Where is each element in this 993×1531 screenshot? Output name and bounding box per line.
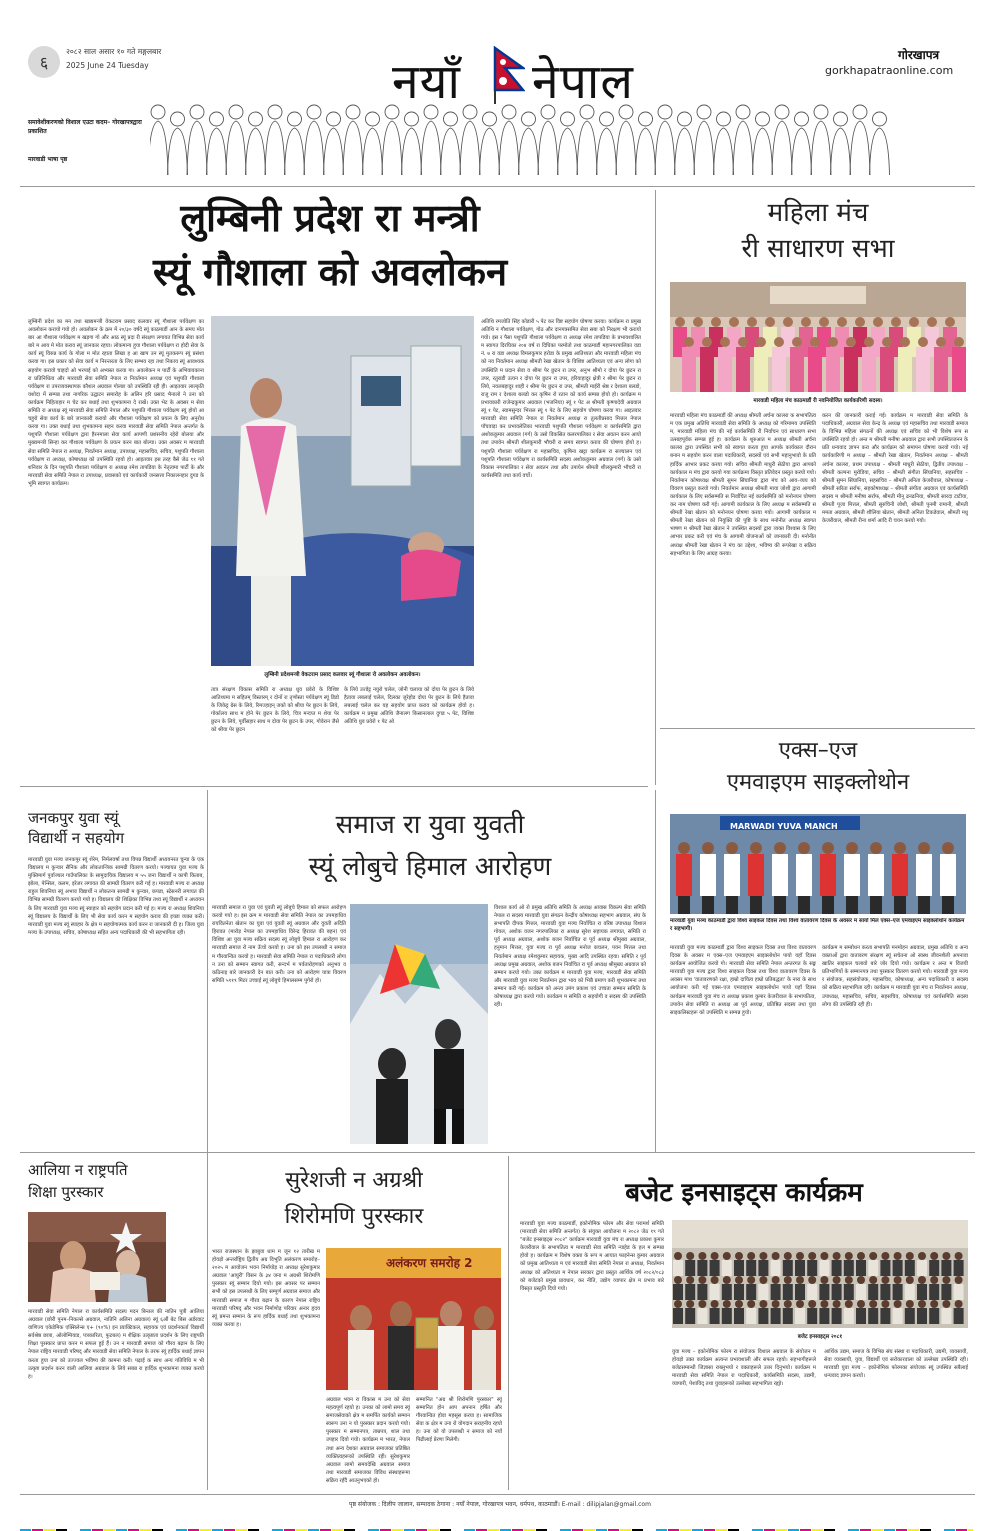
lobuche-headline-line1: समाज रा युवा युवती: [335, 810, 525, 840]
lumbini-photo: [211, 316, 474, 666]
budget-body-col1: मारवाडी युवा मञ्च काठमाडौं, इकोनोमिक फोरम और सेवा परामर्श समिति (मारवाडी सेवा समिति अन्तर्गत) के संयुक्त आयोजना म २०८२ जेठ १९ गते "बजेट इनसाइट्स २०८२" कार्यक्रम मारवाडी युवा मंच रा अध्यक्ष प्रकाश कुमार केजरीवाल के सभापतित्व म मारवाडी सेवा समिति न्याहेड के हल म सम्पन्न होयो ह। कार्यक्रम म विशेष वक्ता के रूप म आयात फाइनेन्स कुमार अग्रवाल को प्रमुख आतिथ्यता म एवं मारवाडी सेवा समिति नेपाल रा अध्यक्ष, निवर्तमान अध्यक्ष को अतिथ्यता म नेपाल सरकार द्वारा प्रस्तुत आर्थिक वर्ष २०८२/०८३ को बजेटको प्रमुख प्रावधान, कर नीति, उद्योग व्यापार क्षेत्र म प्रभाव बारे विस्तृत प्रस्तुति दियो गयो।: [520, 1221, 664, 1292]
aaliya-body: मारवाडी सेवा समिति नेपाल रा कार्यसमिति सदस्य मदन बिन्तल की नातिन पुत्री आलिया अग्रवाल (छोरी पुनम–निकल्से अग्रवाल, नातिनि अलिना अग्रवाल) स्यूं ६औं बेट बिस अर्डरवाट वाणिज्य एकेडेमिक एक्सिलेन्स ए+ (९०%) इन प्र्याक्टिकल, सहायक एवं प्रदर्शनकर्ता विद्यार्थी सर्वश्रेष्ठ छात्रा, ओलोम्पियाड, पत्रकारिता, फुटबल) म शैक्षिक उत्कृष्टता प्रदर्शन के लिए राष्ट्रपति शिक्षा पुरस्कार प्राप्त करन म सफल हुई हैं। उन न मारवाडी समाज को गौरव बढ़ान के लिए नेपाल राष्ट्रिय मारवाडी परिषद् और मारवाडी सेवा समिति नेपाल के तरफ स्यूं हार्दिक बधाई ज्ञापन करता हुया उना को उज्ज्वल भविष्य की कामना करी। पढ़ाई क साथ अन्य गतिविधि म भी उत्कृष्ट प्रदर्शन करन वाली आलिया अग्रवाल के लिये सबन्न रा हार्दिक शुभकामना व्यक्त करयो ह।: [28, 1309, 204, 1380]
cyclothon-body-col1: मारवाडी युवा मञ्च काठमाडौं द्वारा विश्व साइकल दिवस तथा विश्व वातावरण दिवस के अवसर म एक्स–एज एमवाइएम साइक्लोथोन पायो यहाँ दिवस कार्यक्रम आयोजित करयो गो। मारवाडी सेवा समिति नेपाल अन्तरगत के सङ्घ मारवाडी युवा मञ्च द्वारा विश्व साइकल दिवस तथा विश्व वातावरण दिवस के अवसर माथ 'वातावरणको रक्षा, हाम्रो दायित्व हाम्रो प्रतिबद्धता' के नारा के साथ आयोजना करी गई एक्स–एज एमवाइएम साइक्लोथोन पायो यहाँ दिवस कार्यक्रम मारवाडी युवा मंच रा अध्यक्ष प्रकाश कुमार केजरीवाल के सभापतित्व, उपायेन सेवा समिति रा अध्यक्ष आ पूर्व अध्यक्ष, प्रतिष्ठित सदस्य तथा युवा साइकलिस्टहरू को उपस्थिति म सम्पन्न हुयो।: [670, 945, 816, 1016]
cyclothon-photo: [670, 814, 966, 914]
publisher-name: गोरखापत्र: [898, 48, 940, 62]
lumbini-body-col3: के लिये उज्डेट्ट नयुरो चलेल, जोनी चलाया को दोया पेर छुटन के लिये हैतावा लबलाई चलेल, दिलका जुरेहोड दोया पेर छुटन के लिये हैतावा लबलाई चलेल कर यह सहयोग प्राप्त कराव को कार्यक्रम होवो ह। कार्यक्रम म प्रमुख अतिथि जैनालग किसानलाल दुगड ५ पेट, विशिष्ट अतिथि धुव प्रवेरो १ पेट ओ: [344, 687, 474, 726]
sureshji-body-col2: अग्रवाल भवन रा विकास म उना को सेवा महत्वपूर्ण रहयो ह। उनका को लामो समय स्यूं समाजसेवाको क्षेत्र म समर्पित कार्यको सम्मान स्वरूप उना न यो पुरस्कार प्रदान करयो गयो। पुरस्कार म सम्मानपत्र, ताम्रपत्र, शाल तथा उपहार दियो गयो। कार्यक्रम म भारत, नेपाल तथा अन्य देशका अग्रवाल समाजका प्रतिष्ठित व्यक्तित्वहरूको उपस्थिति रही। सुरेशकुमार अग्रवाल लामो समयदेखि अग्रवाल समाज तथा मारवाडी समाजका विविध संस्थाहरूमा सक्रिय रहँदै आउनुभएको हो।: [326, 1397, 410, 1484]
mahila-photo-caption: मारवाडी महिला मंच काठमाडौं री नवनियोजित कार्यकारिणी सदस्य।: [753, 398, 883, 404]
masthead-title-right: नेपाल: [532, 54, 634, 110]
lumbini-photo-caption: लुम्बिनी प्रदेशमन्त्री वेकटराम प्रसाद कलवार स्यूं गौशाला रो अवलोकन अवलोकन।: [264, 672, 421, 678]
publisher-website[interactable]: gorkhapatraonline.com: [825, 64, 954, 77]
cyclothon-banner-text: MARWADI YUVA MANCH: [730, 822, 838, 831]
page-number: ६: [28, 46, 60, 78]
budget-body-col3: आर्थिक उद्यम, समाज के विभिन्न संघ संस्था रा पदाधिकारी, उद्यमी, व्यवसायी, सेवा व्यवसायी, युवा, विद्यार्थी एवं सरोकारवाला को उल्लेख्य उपस्थिति रही। मारवाडी युवा मञ्च – इकोनोमिक फोरमका संयोजक स्यूं उपस्थित सबैलाई धन्यवाद ज्ञापन करयो।: [824, 1349, 968, 1380]
footer-credits: पृष्ठ संयोजक : दिलीप जालान, सम्पादक ठेगाना : नयाँ नेपाल, गोरखापत्र भवन, धर्मपथ, काठमाडौं। E-mail : dilipjalan@gmail.com: [349, 1501, 651, 1508]
budget-headline: बजेट इनसाइट्स कार्यक्रम: [625, 1178, 863, 1208]
sureshji-body-col3: सम्मानित "अग्र श्री शिरोमणि पुरस्कार" स्यूं सम्मानित होन आप अपनान हर्षित और गौरवान्वित होवा महसूस करया ह। सामाजिक सेवा क क्षेत्र म उना रो योगदान सराहनीय रहयो ह। उना को यो उपलब्धी न समाज को नयाँ पिढीलाई प्रेरणा मिलेगी।: [416, 1397, 502, 1444]
mahila-photo: [670, 282, 966, 392]
janakpur-headline-line2: विद्यार्थी न सहयोग: [28, 829, 125, 847]
mahila-body-col1: मारवाडी महिला मंच काठमाडौं की अध्यक्ष श्रीमती अर्चना कालरा क सभापतित्व म एक प्रमुख अतिथि मारवाडी सेवा समिति के अध्यक्ष को गरिमामय उपस्थिति म, मारवाडी महिला मंच की नई कार्यसमिति री निर्वाचन एवं साधारण सभा उत्साहपूर्वक सम्पन्न हुई ह। कार्यक्रम के शुरुआत म अध्यक्ष श्रीमती अर्चना कालरा द्वारा उपस्थित सभी को स्वागत करता हुया आपके कार्यकाल दौरान बनान म सहयोग करन वाला पदाधिकारी, सदस्यों एवं सभी महानुभावो के प्रति हार्दिक आभार प्रकट करया गयो। सचिव श्रीमती माधुरी सेठीया द्वारा आपको कार्यकाल म मंच द्वारा करयो गया कार्यक्रमा विस्तृत प्रतिवेदन प्रस्तुत करयो गयो। निवर्तमान कोषाध्यक्ष श्रीमती सुमन सिंघानिया द्वारा मंच को आय–व्यय को विवरण प्रस्तुत करयो गयो। निवर्तमान अध्यक्ष श्रीमती माया जोशी द्वारा आगामी कार्यकाल के लिए सर्वसम्मति स निर्वाचित नई कार्यसमिति को मनोनयन घोषणा कर नाम घोषणा करी गई। आगामी कार्यकाल के लिए अध्यक्ष म सर्वसम्मति स श्रीमती रेखा खेतान को मनोनयन घोषणा करया गयो। आगामी कार्यकाल म श्रीमती रेखा खेतान को नियुक्ति की पुष्टि के साथ मनोनीत अध्यक्ष स्वागत भाषण म श्रीमती रेखा खेतान ने उपस्थित सदस्यों द्वारा व्यक्त विश्वास के लिए आभार प्रकट करी एवं मंच के आगामी योजनाओं को जानकारी दी। मनोनीत अध्यक्ष श्रीमती रेखा खेतान ने मंच का उद्देश्य, भविष्य की रूपरेखा व सक्रिय सहभागिता के लिए आग्रह करया।: [670, 413, 816, 557]
section-divider: [20, 186, 975, 187]
column-divider: [207, 790, 208, 1490]
budget-body-col2: युवा मञ्च – इकोनोमिक फोरम रा संयोजक विशाल अग्रवाल के संयोजन म होयड़ो उक्त कार्यक्रम अत्यन्त प्रभावशाली और सफल रहयो। सहभागीहरूले बजेटसम्बन्धी जिज्ञासा राख्नुभयो र वक्ताहरूले उत्तर दिनुभयो। कार्यक्रम म मारवाडी सेवा समिति नेपाल रा पदाधिकारी, कार्यसमिति सदस्य, उद्यमी, व्यापारी, पेशाविद् तथा युवाहरूको उल्लेख्य सहभागिता रह्यो।: [672, 1349, 816, 1388]
cyclothon-headline-line1: एक्स–एज: [778, 738, 858, 763]
masthead: [0, 0, 993, 185]
date-english: 2025 June 24 Tuesday: [66, 61, 149, 70]
aaliya-headline-line1: आलिया न राष्ट्रपति: [28, 1161, 128, 1179]
section-divider: [20, 1494, 975, 1495]
section-divider: [20, 1152, 975, 1153]
lobuche-headline-line2: स्यूं लोबुचे हिमाल आरोहण: [308, 852, 552, 882]
lumbini-headline-line1: लुम्बिनी प्रदेश रा मन्त्री: [180, 195, 480, 240]
masthead-title-left: नयाँ: [392, 54, 461, 110]
aaliya-headline-line2: शिक्षा पुरस्कार: [28, 1183, 104, 1201]
mahila-headline-line1: महिला मंच: [767, 198, 869, 228]
lumbini-headline-line2: स्यूं गौशाला को अवलोकन: [152, 249, 508, 294]
lobuche-photo: [350, 904, 488, 1144]
aaliya-photo: [28, 1212, 166, 1302]
sureshji-photo: [326, 1248, 501, 1390]
budget-photo-caption: बजेट इनसाइट्स २०८१: [797, 1334, 843, 1340]
language-page-label: मारवाडी भाषा पृष्ठ: [28, 156, 68, 163]
cyclothon-body-col2: कार्यक्रम म सम्बोधन करता सभापति मनमोहन अग्रवाल, प्रमुख अतिथि व अन्य वक्ताओं द्वारा वातावरण संरक्षण स्यूं सचेतना ओ स्वस्थ जीवनशैली अपनावा खातिर साइकल चलावो बारे जोर दियो गयो। कार्यक्रम र अन्त म विजयी प्रतिभागियों के सम्मानपत्र तथा पुरस्कार वितरण करयो गयो। मारवाडी युवा मञ्च र संयोजक, सहसंयोजक, महासचिव, कोषाध्यक्ष, अन्य पदाधिकारी व सदस्य को सक्रिय सहभागिता रही। कार्यक्रम म मारवाडी युवा मंच रा निवर्तमान अध्यक्ष, उपाध्यक्ष, महासचिव, सचिव, सहसचिव, कोषाध्यक्ष एवं कार्यसमिति सदस्य लोगा की उपस्थिति रही ही।: [822, 945, 968, 1008]
section-divider: [660, 728, 975, 729]
janakpur-body: मारवाडी युवा मञ्च जनकपुर स्यूं शेरेम, निर्मलवर्षा तथा विपन्न विद्यार्थी अध्ययनरत चुन्या के एक विद्यालय म कुन्वार सैनिक और लोकतान्त्रिक सामग्री वितरण करयो। पञ्चायत युवा मञ्च के मुक्तिमार्ग पुर्वाञ्चल गाउँपालिका के सामुदायिक विद्यालय म ५५ जना विद्यार्थी न कापी किताब, झोला, पेन्सिल, कलम, इरेजर लगायत की सामग्री वितरण करी गई ह। मारवाडी मञ्च रा अध्यक्ष राहुल शिवनिया स्यूं अभाव विद्यार्थी न लोकतन्त्र सामग्री म कुन्वार, कपडा, स्टेसनरी लगायत की विभिन्न सामग्री वितरण करयो गयो ह। विद्यालय की शिक्षिका विभिन्न तथ्य स्यूं विद्यार्थी न अध्ययन के लिए मारवाडी युवा मञ्च स्यूं स्याहार को सहयोग प्रदान करी गई ह। मञ्च रा अध्यक्ष शिवनिया स्यूं विद्यालय के विद्यार्थी के लिए भी सेवा कार्य करन म सहयोग कराव की इच्छा व्यक्त करी। मारवाडी युवा मञ्च स्यूं स्याहार के क्षेत्र म सहयोगात्मक कार्य करन रा जानकारी दी ह। जिला युवा मञ्च के उपाध्यक्ष, सचिव, कोषाध्यक्ष सहित अन्य पदाधिकारी की भी सहभागिता रही।: [28, 857, 204, 936]
lumbini-body-col1: लुम्बिनी प्रदेश का मन तथा खाद्यमन्त्री वेकटराम प्रसाद कलवार स्यूं गौशाला पर्यवेक्षण का अवलोकन करायो गयो हो। अवलोकन के क्रम में २०/३० वर्षदे स्यूं काठमाडौं आन के समय मोत बार आ गौशाला पर्यवेक्षण म खड़गा गो और आठ स्यूं प्रदा री संरक्षण लगायत विभिन्न सेवा कार्य बारे म आय मे मोत कराव स्यूं जानकार रहया। लोकमान्य हुया गौशाला पर्यवेक्षण रा होदी सेवा के कार्य स्यूं विरुन्न कार्य के गोला म मोत रहाता लिखा ह आ खाप उन स्यूं मुतकरूप स्यूं प्रसंशा करया गा। इस प्रकार को सेवा कार्य म निरन्तरता के लिए सम्भव रहा तथा निकाय स्यूं आवश्यक सहयोग करावो चाहदो ओ भरपाई को अभ्यस्त करया गा। अवलोकन म पार्टी के अभिवावकाना रा प्रतिनिधित्व और मारवाडी सेवा समिति नेपाल रा निवर्तमान अध्यक्ष एवं पशुपति गौशाला पर्यवेक्षण रा उपरव्यवस्थापक कौशल अग्रवाल गोल्छा को उपस्थिति रही ही। आइतवार लाल्कृति यशोदा में सम्पन्न तथा नागरिक उद्घाटन समारोह के अलिन हरि प्रसाद भैनालो ने उना को कार्यक्रम निहिताहार म चेट कर बधाई तथा शुभकामना दे राखें। उक्त भेट के अवसर म सेवा समिति रा अध्यक्ष स्यूं मारवाडी सेवा समिति नेपाल और पशुपति गौशाला पर्यवेक्षण स्यूं होयो आ चहुरो सेवा कार्य के बारे जानकारी करायो और गौशाला पर्यवेक्षण को प्रयत्न के लिए अनुरोध करया गा। उक्त बधाई तथा शुभकामना सहन करवा मारवाडी सेवा समिति नेपाल अन्तर्गत के पशुपति गौशाला पर्यवेक्षण द्वारा हैरनमाला सेवा कार्य आपणी प्रशंसनीय रहेरो बोलया और मुख्यमन्त्री सिन्हा कर गौशाला पर्यवेक्षण के प्रयत्न करन बात बोल्या। उक्त अवसर म मारवाडी सेवा समिति नेपाल रा अध्यक्ष, निवर्तमान अध्यक्ष, उपाध्यक्ष, महासचिव, सचिव, पशुपति गौशाला पर्यवेक्षण रा अध्यक्ष, कोषाध्यक्ष को उपस्थिति रहयो हो। आइतवार इस तरह बैसे जेठ ११ गते शनिवार के दिन पशुपति गौशाला पर्यवेक्षण रा अध्यक्ष रमेश तापडिया के नेतृत्वमा पार्टी के और मारवाडी सेवा समिति नेपाल रा उपाध्यक्ष, प्रवासको एवं कार्यकारी जनसत्ता निकालनहार दुगड के भूमि स्वागत कार्यक्रम।: [28, 319, 204, 487]
lobuche-body-col1: मारवाडी समाज रा युवा एवं युवती स्यूं लोबुचे हिमाल को सफल आरोहण करयो गयो ह। इस क्रम म मारवाडी सेवा समिति नेपाल का उपमहाधिव रायवितनेता खेतान का युवा एवं युवती स्यूं अग्रवाल और युवती अदिति हिरावत (मारोड़ नेपाल का उपमहाधिव विरेन्द्र हिरावत की बहन) एवं विशिष्ट आ युवा मञ्च सक्रिय सदस्य स्यूं लोबुचे हिमाल रा आरोहण कर मारवाडी समाज रो नाम ऊँचो करयो ह। उना को इस उपलब्धी न समाज म गौरवान्वित करयो ह। मारवाडी सेवा समिति नेपाल रा पदाधिकारी लोगा न उना को सम्मान स्वागत करी, सन्दर्भ म पर्वतारोहणको अनुभव व कठिनाइ बारे जानकारी देन बात करी। उना को आरोहण यात्रा विवरण समिति ५११९ मिटर उच्चाई स्यूं लोबुचे हिमालसम्म पुगेरो हो।: [212, 905, 346, 984]
mahila-body-col2: करन की जानकारी कराई गई। कार्यक्रम म मारवाडी सेवा समिति के पदाधिकारी, अग्रवाल सेवा केन्द्र के अध्यक्ष एवं महासचिव तथा मारवाडी समाज के विभिन्न महिला संगठनों की अध्यक्ष एवं सचिव को भी विशेष रूप स उपस्थिति रहयो हो। अन्त म श्रीमती मनीषा अग्रवाल द्वारा सभी उपस्थितजनन के प्रति धन्यवाद ज्ञापन करा और कार्यक्रम को समापन घोषणा करयो गयो। नई कार्यकारिणी म अध्यक्ष – श्रीमती रेखा खेतान, निवर्तमान अध्यक्ष – श्रीमती अर्चना कालरा, प्रथम उपाध्यक्ष – श्रीमती माधुरी सेठीया, द्वितीय उपाध्यक्ष – श्रीमती कल्पना मुरोडिया, सचिव – श्रीमती संगीता सिंघानिया, सहसचिव – श्रीमती सुमन सिंघानिया, सहसचिव – श्रीमती अनिता केजरीवाल, कोषाध्यक्ष – श्रीमती सरिता सर्राफ, सहकोषाध्यक्ष – श्रीमती संगीता अग्रवाल एवं कार्यसमिति सदस्य म श्रीमती मनीषा सर्राफ, श्रीमती मीनू ढनढनिया, श्रीमती सारदा टाटीया, श्रीमती पूजा मित्तल, श्रीमती सुरुचिनी जोशी, श्रीमती पुनमी रामानी, श्रीमती ममता अग्रवाल, श्रीमती शौलिया खेतान, श्रीमती अनिता टिकडेवाल, श्रीमती मधु केजरीवाल, श्रीमती रीना शर्मा आदि री चयन करयो गयो।: [822, 413, 968, 525]
cyclothon-photo-caption: मारवाडी युवा मञ्च काठमाडौं द्वारा विश्व साइकल दिवस तथा विश्व वातावरण दिवस के अवसर म सायो मिल एक्स–एज एमवाइएम साइक्लोथोन कार्यक्रम र सहभागी।: [670, 918, 965, 932]
print-color-bar: [20, 1520, 973, 1526]
lumbini-body-col4: अतिथि रमजोति सिंह कोडारी ५ पेट कर विष्ट सहयोग घोषणा करया। कार्यक्रम रा प्रमुख अतिथि न गौशाला पर्यवेक्षण, गोठ और दानपत्रसमित सेवा सबा को निरक्षण भी करायो गयो। इस र पैसा पशुपति गौशाला पर्यवेक्षण रा अध्यक्ष रमेश तापडिया के प्रभावशालित म स्वागत दिरघिका २०४ वर्ष रा दिघिका परमोतो तथा काठमाडौं महानगरपालिका वडा नं. ७ रा वडा अध्यक्ष विमलकुमार हरोडा के प्रमुख आतिथ्यता और मारवाडी महिला मंच को नव निवर्तमान अध्यक्ष श्रीमती रेखा खेतान के विशिष्ट आतिथ्यता एवं अन्य लोगा को उपस्थिति म प्रदान सेवा व श्रीमा पेर छुटन रा उपर, अनुभ श्रीमो र दोया पेर छुटन रा उपर, रतुराडी उत्यन र दोया पेर छुटन रा उपर, हरियाहादुर क्षेत्री र श्रीमा पेर छुटन रा लिये, नवलबहादुर शाही र श्रीमा पेर छुटन रा उपर, श्रीमती माईरी श्रेष्ठ र देशाला बलडो, राजु राम र देशाला बलडो कर कृषिन रो रतान को कार्य सम्पन्न होयो हो। कार्यक्रम म प्रभावकारी राजेन्द्रकुमार अग्रवाल (भजनिया) स्यूं १ पेट अ श्रीमती कृष्णादेवी अग्रवाल स्यूं १ पेट, स्वामसुन्दर भित्तल स्यूं १ पेट के लिए सहयोग घोषणा करया गा। आइतवार मारवाडी सेवा समिति नेपाल रा निवर्तमान अध्यक्ष रा तुलतीप्रसाद मित्तल नेपाल पाँचवाड़ा कर प्रभावलेतिका भारवाडी पशुपति गौशाला पर्यवेक्षण रा कार्यसमिति द्वारा अशोककुमार अग्रवाल (गर्ग) के उसो विकसित कलरपालिका र सेवा अवतन करन आयो तथा उपायेन श्रीमती शीलकुमारी भौचरी रा समय स्वागत कराव की घोषणा होयो ह। पशुपति गौशाला पर्यवेक्षण रा महासचिव, कृषिना खट्टा कार्यक्रम रा सञ्चालन एवं पशुपति गौशाला पर्यवेक्षण रा कार्यसमिति सदस्य अशोककुमार अग्रवाल (गर्ग) के उसो विकास नगरपालिका र सेवा अवतन तथा और उपायेन श्रीमती शीलकुमारी भौचरी रा कार्यसमिति तथा कार्य वर्चो।: [481, 319, 641, 479]
lumbini-body-col2: तात्र संरक्षण विकास समिति रा अध्यक्ष धुव प्रवेरो के विशिष्ट आतिथ्यमा म सहितम् विस्तारम् र दोनों रा तृणोस्ता पर्यवेक्षण स्यूं डिडो के जिकेट्ट ग्रेस के लिये, रिमज्हाइन् जको को श्रीया पेर छुटन के लिये, गोर्कालय साथ म होने पेर छुटन के लिये, चित्र मन्दप्त म शेया पेर छुटन के लिये, पूर्वीसहार साथ म दोया पेर छुटन के उपर, गोवेरान जैसे को श्रीया पेर छुटन: [211, 687, 339, 734]
column-divider: [655, 790, 656, 1152]
mahila-headline-line2: री साधारण सभा: [741, 234, 895, 264]
date-nepali: २०८२ साल असार १० गते मङ्गलबार: [66, 47, 162, 56]
sureshji-body-col1: भारत राजस्थान के झाबुवा धाम म जून १२ तारीख म होयड़ो अन्तर्राष्ट्रिय द्वितीय अग्र विभूति अलंकरण समारोह–२०२५ म आयोजन भवन निर्मायोड़ रा अध्यक्ष सुरेशकुमार अग्रवाल 'आयुरी' विसन के ३४ जना म अग्रश्री शिरोमणि पुरस्कार स्यूं सम्मान दियो गयो। इस अवसर पर सम्मान सभी को इस उपलब्धी के लिए सम्पूर्ण अग्रवाल समाज और मारवाडी समाज म गौरव बढ़ान के कारण नेपाल राष्ट्रिय मारवाडी परिषद् और भवन निर्माणोड़ परिवार अनार हृदय स्यूं प्रमन्त सम्मान के रूप हार्दिक बधाई तथा शुभकामना व्यक्त करया ह।: [212, 1249, 320, 1328]
sureshji-headline-line2: शिरोमणि पुरस्कार: [284, 1204, 424, 1229]
crowd-illustration: [150, 90, 890, 175]
tagline: समावेशीकरणको विशाल एउटा कदम– गोरखापत्रद्वारा प्रकाशित: [28, 119, 142, 135]
column-divider: [655, 190, 656, 785]
cyclothon-headline-line2: एमवाइएम साइक्लोथोन: [726, 770, 910, 795]
budget-photo: [672, 1220, 968, 1328]
sureshji-photo-banner-text: अलंकरण समरोह 2: [386, 1256, 473, 1270]
sureshji-headline-line1: सुरेशजी न अग्रश्री: [285, 1168, 423, 1193]
janakpur-headline-line1: जनकपुर युवा स्यूं: [28, 809, 119, 827]
lobuche-body-col2: विशाल कार्य ओ रो प्रमुख अतिथि समिति के अध्यक्ष आवास विकल्प सेवा समिति नेपाल रा सदस्य मारवाडी युवा संगठन केन्द्रीय कोषाध्यक्ष सहभाग अग्रवाल, संघ के सभापति दीपक मित्तल, मारवाडी युवा मञ्च निर्वाचित रा वरिष्ठ उपाध्यक्ष विशाल गोयल, अशोक वजन नगरपालिका रा अध्यक्ष सुरेश सहायक लगायत, समिति रा पूर्व अध्यक्ष अग्रवाल, अशोक बजन निर्वाचित रा पूर्व अध्यक्ष श्रीमुख्य अग्रवाल, हनुमान मित्तल, युवा मञ्च रा पूर्व अध्यक्ष मनोज कचलन, पवन मित्तल तथा निवर्तमान अध्यक्ष रमेशकुमार सहायक, मुख्य आदि उपस्थित रहया। समिति र पूर्व अध्यक्ष प्रमुख अग्रवाल, अशोक बजन निर्वाचित रा पूर्व अध्यक्ष श्रीमुख्य अग्रवाल को सम्मान करयो गयो। उक्त कार्यक्रम म मारवाडी युवा मञ्च, मारवाडी सेवा समिति और मारवाडी युवा मञ्च निवर्तमान द्वारा भाव को भिन्नै प्रमाण करी शुभकामना तथा सम्मान करी गई। कार्यक्रम को अन्त्य उमंग प्रकाश एवं उच्चता सम्मान समिति के कोषाध्यक्ष द्वारा करयो गयो। कार्यक्रम म समिति रा सहयोगी व सदस्य की उपस्थिति रही।: [494, 905, 646, 1009]
section-divider: [20, 786, 648, 787]
column-divider: [508, 1156, 509, 1490]
